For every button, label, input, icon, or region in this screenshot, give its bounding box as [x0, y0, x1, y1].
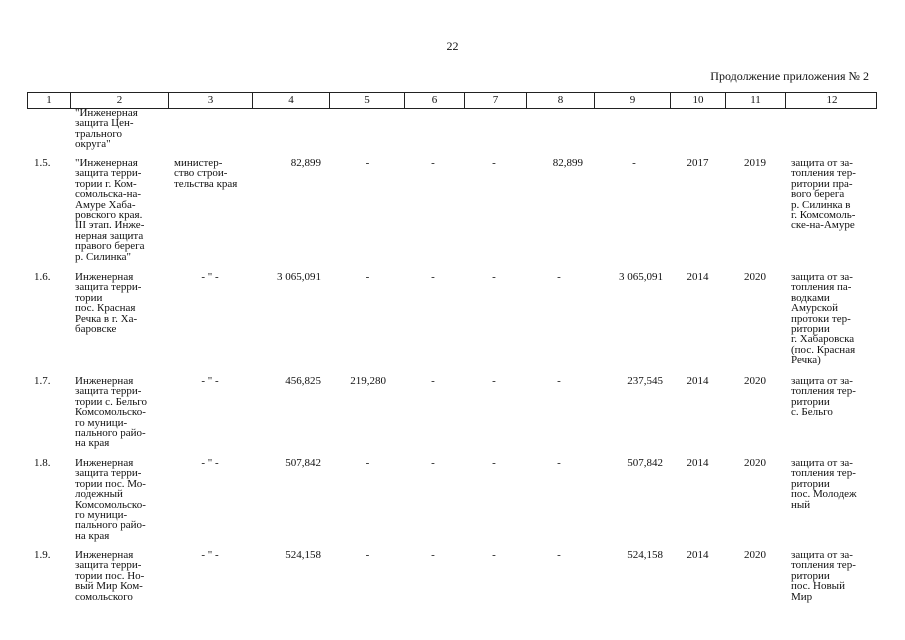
- expected-result: защита от за- топления тер- ритории пос. Новый Мир: [791, 549, 856, 603]
- cell-col-10: 2014: [686, 271, 709, 283]
- cell-col-8: -: [557, 549, 561, 561]
- cell-col-11: 2020: [744, 457, 766, 469]
- executor: - " -: [201, 549, 219, 561]
- row-number: 1.7.: [34, 375, 51, 387]
- header-col-12: 12: [785, 93, 878, 108]
- executor: министер- ство строи- тельства края: [174, 157, 238, 190]
- cell-col-11: 2020: [744, 375, 766, 387]
- cell-col-7: -: [492, 271, 496, 283]
- row-number: 1.9.: [34, 549, 51, 561]
- row-number: 1.8.: [34, 457, 51, 469]
- header-col-5: 5: [329, 93, 404, 108]
- cell-col-5: 219,280: [350, 375, 386, 387]
- cell-col-11: 2020: [744, 549, 766, 561]
- cell-col-6: -: [431, 271, 435, 283]
- cell-col-5: -: [365, 457, 370, 469]
- cell-col-11: 2019: [744, 157, 766, 169]
- cell-col-6: -: [431, 549, 435, 561]
- cell-col-4: 82,899: [290, 157, 321, 169]
- cell-col-7: -: [492, 375, 496, 387]
- cell-col-9: -: [632, 157, 636, 169]
- header-col-6: 6: [404, 93, 464, 108]
- cell-col-8: 82,899: [552, 157, 583, 169]
- expected-result: защита от за- топления па- водками Амурской протоки тер- ритории г. Хабаровска (пос. Красная Речка): [791, 271, 856, 367]
- cell-col-6: -: [431, 375, 435, 387]
- measure-name: Инженерная защита терри- тории пос. Красная Речка в г. Ха- баровске: [75, 271, 142, 336]
- cell-col-9: 507,842: [627, 457, 663, 469]
- cell-col-7: -: [492, 457, 496, 469]
- cell-col-11: 2020: [744, 271, 766, 283]
- expected-result: защита от за- топления тер- ритории пос. Молодеж ный: [791, 457, 857, 511]
- row-number: 1.6.: [34, 271, 51, 283]
- cell-col-8: -: [557, 375, 561, 387]
- header-col-11: 11: [725, 93, 785, 108]
- header-col-1: 1: [46, 94, 52, 106]
- executor: - " -: [201, 271, 219, 283]
- cell-col-4: 3 065,091: [277, 271, 321, 283]
- continued-row-name: "Инженерная защита Цен- трального округа": [75, 107, 138, 151]
- header-col-8: 8: [526, 93, 594, 108]
- cell-col-9: 237,545: [627, 375, 663, 387]
- header-col-10: 10: [670, 93, 725, 108]
- cell-col-4: 456,825: [285, 375, 321, 387]
- measure-name: Инженерная защита терри- тории пос. Мо- лодежный Комсомольско- го муници- пального райо- на края: [75, 457, 146, 542]
- page-number: 22: [446, 39, 459, 53]
- cell-col-7: -: [492, 549, 496, 561]
- cell-col-4: 507,842: [285, 457, 321, 469]
- cell-col-4: 524,158: [285, 549, 321, 561]
- measure-name: Инженерная защита терри- тории пос. Но- вый Мир Ком- сомольского: [75, 549, 145, 603]
- cell-col-7: -: [492, 157, 496, 169]
- continuation-label: Продолжение приложения № 2: [710, 69, 869, 83]
- cell-col-8: -: [557, 457, 561, 469]
- cell-col-10: 2017: [686, 157, 709, 169]
- cell-col-10: 2014: [686, 375, 709, 387]
- row-number: 1.5.: [34, 157, 51, 169]
- cell-col-9: 524,158: [627, 549, 663, 561]
- cell-col-10: 2014: [686, 457, 709, 469]
- header-col-3: 3: [168, 93, 252, 108]
- cell-col-6: -: [431, 157, 435, 169]
- expected-result: защита от за- топления тер- ритории пра- вого берега р. Силинка в г. Комсомоль- ске-на-Амуре: [791, 157, 856, 232]
- cell-col-10: 2014: [686, 549, 709, 561]
- cell-col-8: -: [557, 271, 561, 283]
- measure-name: Инженерная защита терри- тории с. Бельго Комсомольско- го муници- пального райо- на края: [75, 375, 148, 450]
- cell-col-6: -: [431, 457, 435, 469]
- cell-col-5: -: [365, 157, 370, 169]
- executor: - " -: [201, 457, 219, 469]
- executor: - " -: [201, 375, 219, 387]
- measure-name: "Инженерная защита терри- тории г. Ком- сомольска-на- Амуре Хаба- ровского края. III этап. Инже- нерная защита правого берега р. Силинка": [75, 157, 145, 263]
- header-col-7: 7: [464, 93, 526, 108]
- header-col-2: 2: [70, 93, 168, 108]
- cell-col-9: 3 065,091: [619, 271, 663, 283]
- expected-result: защита от за- топления тер- ритории с. Бельго: [791, 375, 856, 419]
- table-header: [27, 92, 877, 109]
- header-col-9: 9: [594, 93, 670, 108]
- cell-col-5: -: [365, 549, 370, 561]
- header-col-4: 4: [252, 93, 329, 108]
- cell-col-5: -: [365, 271, 370, 283]
